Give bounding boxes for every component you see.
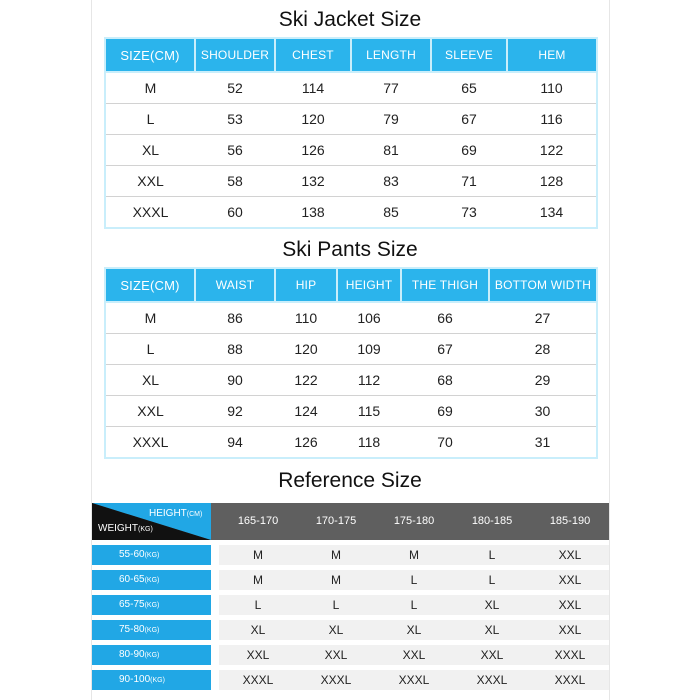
size-cell: XL — [406, 623, 422, 637]
table-row — [105, 302, 597, 334]
pants-header-bottom-width: BOTTOM WIDTH — [489, 268, 597, 302]
size-cell: XXL — [480, 648, 504, 662]
pants-header-waist: WAIST — [195, 268, 275, 302]
table-cell: 53 — [195, 104, 275, 135]
table-row — [105, 135, 597, 166]
size-cell: XL — [484, 623, 500, 637]
reference-row — [92, 545, 609, 565]
table-cell: XXL — [105, 166, 195, 197]
table-cell: 79 — [351, 104, 431, 135]
table-cell: 132 — [275, 166, 351, 197]
pants-header-hip: HIP — [275, 268, 337, 302]
size-cell: XXL — [558, 548, 582, 562]
size-cells — [219, 620, 609, 640]
table-cell: 138 — [275, 197, 351, 229]
size-cell: XXXL — [554, 648, 586, 662]
table-cell: 29 — [489, 365, 597, 396]
table-cell: XL — [105, 135, 195, 166]
table-cell: L — [105, 104, 195, 135]
reference-row — [92, 595, 609, 615]
table-cell: 115 — [337, 396, 401, 427]
table-cell: 110 — [507, 72, 597, 104]
table-row — [105, 396, 597, 427]
jacket-header-shoulder: SHOULDER — [195, 38, 275, 72]
table-row — [105, 104, 597, 135]
size-cells — [219, 570, 609, 590]
size-cells — [219, 645, 609, 665]
reference-header-row — [92, 503, 609, 540]
reference-row — [92, 670, 609, 690]
size-cell: M — [253, 573, 263, 587]
table-cell: 73 — [431, 197, 507, 229]
table-cell: 126 — [275, 427, 337, 459]
size-cell: L — [410, 573, 418, 587]
height-range: 180-185 — [471, 515, 513, 527]
table-row — [105, 197, 597, 229]
size-cell: L — [488, 573, 496, 587]
jacket-header-sleeve: SLEEVE — [431, 38, 507, 72]
size-cell: L — [410, 598, 418, 612]
jacket-size-table — [104, 37, 598, 229]
reference-row — [92, 570, 609, 590]
table-cell: 30 — [489, 396, 597, 427]
reference-size-table — [92, 503, 609, 690]
jacket-title: Ski Jacket Size — [278, 8, 422, 31]
size-cell: XXXL — [398, 673, 430, 687]
table-row — [105, 365, 597, 396]
pants-title: Ski Pants Size — [282, 238, 418, 261]
jacket-header-chest: CHEST — [275, 38, 351, 72]
table-cell: 92 — [195, 396, 275, 427]
reference-row — [92, 645, 609, 665]
size-cells — [219, 545, 609, 565]
table-cell: XL — [105, 365, 195, 396]
table-cell: 70 — [401, 427, 489, 459]
table-cell: M — [105, 302, 195, 334]
height-axis-label: HEIGHT(CM) — [149, 508, 203, 519]
table-cell: 124 — [275, 396, 337, 427]
table-row — [105, 166, 597, 197]
table-cell: 68 — [401, 365, 489, 396]
table-cell: 120 — [275, 334, 337, 365]
table-cell: 67 — [401, 334, 489, 365]
height-range: 165-170 — [237, 515, 279, 527]
size-cell: XXL — [558, 573, 582, 587]
size-cells — [219, 595, 609, 615]
pants-header-row — [105, 268, 597, 302]
size-cell: M — [331, 573, 341, 587]
table-cell: 27 — [489, 302, 597, 334]
size-cell: M — [331, 548, 341, 562]
jacket-header-hem: HEM — [507, 38, 597, 72]
table-cell: 116 — [507, 104, 597, 135]
size-cell: XXL — [558, 598, 582, 612]
pants-size-table — [104, 267, 598, 459]
table-cell: 67 — [431, 104, 507, 135]
weight-axis-label: WEIGHT(KG) — [98, 523, 153, 534]
table-cell: 118 — [337, 427, 401, 459]
table-cell: 109 — [337, 334, 401, 365]
size-cell: M — [253, 548, 263, 562]
size-cell: XXL — [558, 623, 582, 637]
size-cell: XL — [328, 623, 344, 637]
table-cell: XXL — [105, 396, 195, 427]
pants-header-size: SIZE(CM) — [105, 268, 195, 302]
table-cell: 88 — [195, 334, 275, 365]
jacket-header-row — [105, 38, 597, 72]
table-cell: 60 — [195, 197, 275, 229]
weight-range: 65-75(KG) — [92, 595, 211, 615]
pants-header-height: HEIGHT — [337, 268, 401, 302]
table-cell: 114 — [275, 72, 351, 104]
table-cell: 81 — [351, 135, 431, 166]
weight-range: 55-60(KG) — [92, 545, 211, 565]
table-cell: 77 — [351, 72, 431, 104]
size-cell: XXXL — [242, 673, 274, 687]
size-cell: XXXL — [476, 673, 508, 687]
size-cell: L — [332, 598, 340, 612]
table-row — [105, 334, 597, 365]
table-cell: 58 — [195, 166, 275, 197]
table-cell: 134 — [507, 197, 597, 229]
size-cell: L — [254, 598, 262, 612]
size-cell: XXXL — [554, 673, 586, 687]
table-cell: 106 — [337, 302, 401, 334]
size-cells — [219, 670, 609, 690]
table-cell: L — [105, 334, 195, 365]
size-cell: XXL — [246, 648, 270, 662]
height-ranges — [219, 503, 609, 540]
table-cell: 90 — [195, 365, 275, 396]
table-cell: 122 — [275, 365, 337, 396]
table-cell: 110 — [275, 302, 337, 334]
reference-title: Reference Size — [278, 469, 422, 492]
weight-range: 80-90(KG) — [92, 645, 211, 665]
table-cell: M — [105, 72, 195, 104]
table-cell: 83 — [351, 166, 431, 197]
size-cell: L — [488, 548, 496, 562]
weight-range: 60-65(KG) — [92, 570, 211, 590]
table-cell: 65 — [431, 72, 507, 104]
reference-row — [92, 620, 609, 640]
height-range: 170-175 — [315, 515, 357, 527]
table-cell: 94 — [195, 427, 275, 459]
pants-header-thigh: THE THIGH — [401, 268, 489, 302]
size-cell: XXL — [402, 648, 426, 662]
table-cell: 112 — [337, 365, 401, 396]
height-range: 185-190 — [549, 515, 591, 527]
table-cell: 69 — [431, 135, 507, 166]
table-cell: 122 — [507, 135, 597, 166]
table-cell: 120 — [275, 104, 351, 135]
table-cell: 71 — [431, 166, 507, 197]
size-cell: XXL — [324, 648, 348, 662]
table-cell: 56 — [195, 135, 275, 166]
size-cell: XXXL — [320, 673, 352, 687]
jacket-header-size: SIZE(CM) — [105, 38, 195, 72]
table-cell: 86 — [195, 302, 275, 334]
table-cell: XXXL — [105, 427, 195, 459]
table-cell: 85 — [351, 197, 431, 229]
table-cell: 69 — [401, 396, 489, 427]
jacket-header-length: LENGTH — [351, 38, 431, 72]
size-cell: XL — [484, 598, 500, 612]
table-cell: 126 — [275, 135, 351, 166]
table-cell: 28 — [489, 334, 597, 365]
table-cell: 52 — [195, 72, 275, 104]
weight-range: 75-80(KG) — [92, 620, 211, 640]
table-cell: XXXL — [105, 197, 195, 229]
size-cell: XL — [250, 623, 266, 637]
weight-range: 90-100(KG) — [92, 670, 211, 690]
table-cell: 128 — [507, 166, 597, 197]
table-cell: 31 — [489, 427, 597, 459]
height-range: 175-180 — [393, 515, 435, 527]
size-cell: M — [409, 548, 419, 562]
table-row — [105, 72, 597, 104]
table-cell: 66 — [401, 302, 489, 334]
table-row — [105, 427, 597, 459]
